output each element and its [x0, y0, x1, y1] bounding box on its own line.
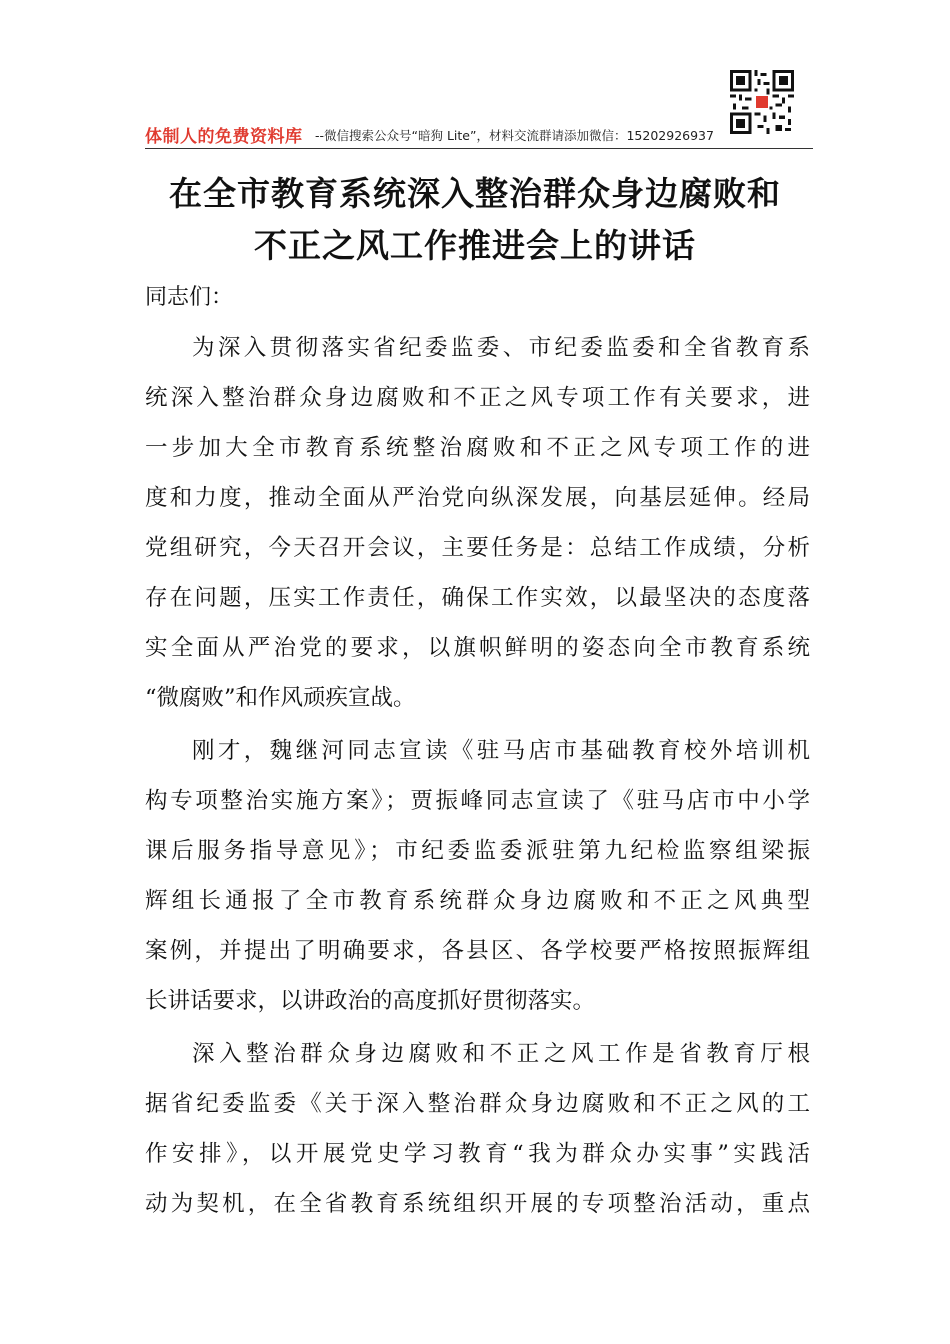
header-divider [145, 148, 813, 149]
body-line: 构专项整治实施方案》；贾振峰同志宣读了《驻马店市中小学 [145, 788, 810, 814]
body-line: 课后服务指导意见》；市纪委监委派驻第九纪检监察组梁振 [145, 838, 810, 864]
body-line: “微腐败”和作风顽疾宣战。 [145, 685, 416, 711]
greeting: 同志们： [145, 285, 234, 310]
body-line: 长讲话要求，以讲政治的高度抓好贯彻落实。 [145, 988, 596, 1014]
body-line: 案例，并提出了明确要求，各县区、各学校要严格按照振辉组 [145, 938, 810, 964]
body-line: 作安排》，以开展党史学习教育“我为群众办实事”实践活 [145, 1141, 810, 1167]
body-line: 辉组长通报了全市教育系统群众身边腐败和不正之风典型 [145, 888, 810, 914]
qr-code-icon [730, 70, 794, 134]
document-title-line-1: 在全市教育系统深入整治群众身边腐败和 [169, 174, 781, 213]
brand-label: 体制人的免费资料库 [145, 127, 303, 147]
body-line: 深入整治群众身边腐败和不正之风工作是省教育厅根 [192, 1041, 810, 1067]
body-line: 度和力度，推动全面从严治党向纵深发展，向基层延伸。经局 [145, 485, 810, 511]
header-banner [145, 118, 815, 146]
body-line: 一步加大全市教育系统整治腐败和不正之风专项工作的进 [145, 435, 810, 461]
body-line: 存在问题，压实工作责任，确保工作实效，以最坚决的态度落 [145, 585, 810, 611]
body-line: 刚才，魏继河同志宣读《驻马店市基础教育校外培训机 [192, 738, 810, 764]
document-title-line-2: 不正之风工作推进会上的讲话 [254, 226, 696, 265]
body-line: 据省纪委监委《关于深入整治群众身边腐败和不正之风的工 [145, 1091, 810, 1117]
header-subtitle: --微信搜索公众号“暗狗 Lite”，材料交流群请添加微信：15202926937 [315, 128, 714, 143]
body-line: 为深入贯彻落实省纪委监委、市纪委监委和全省教育系 [192, 335, 810, 361]
body-line: 党组研究，今天召开会议，主要任务是：总结工作成绩，分析 [145, 535, 810, 561]
body-line: 动为契机，在全省教育系统组织开展的专项整治活动，重点 [145, 1191, 810, 1217]
body-line: 实全面从严治党的要求，以旗帜鲜明的姿态向全市教育系统 [145, 635, 810, 661]
body-line: 统深入整治群众身边腐败和不正之风专项工作有关要求，进 [145, 385, 810, 411]
